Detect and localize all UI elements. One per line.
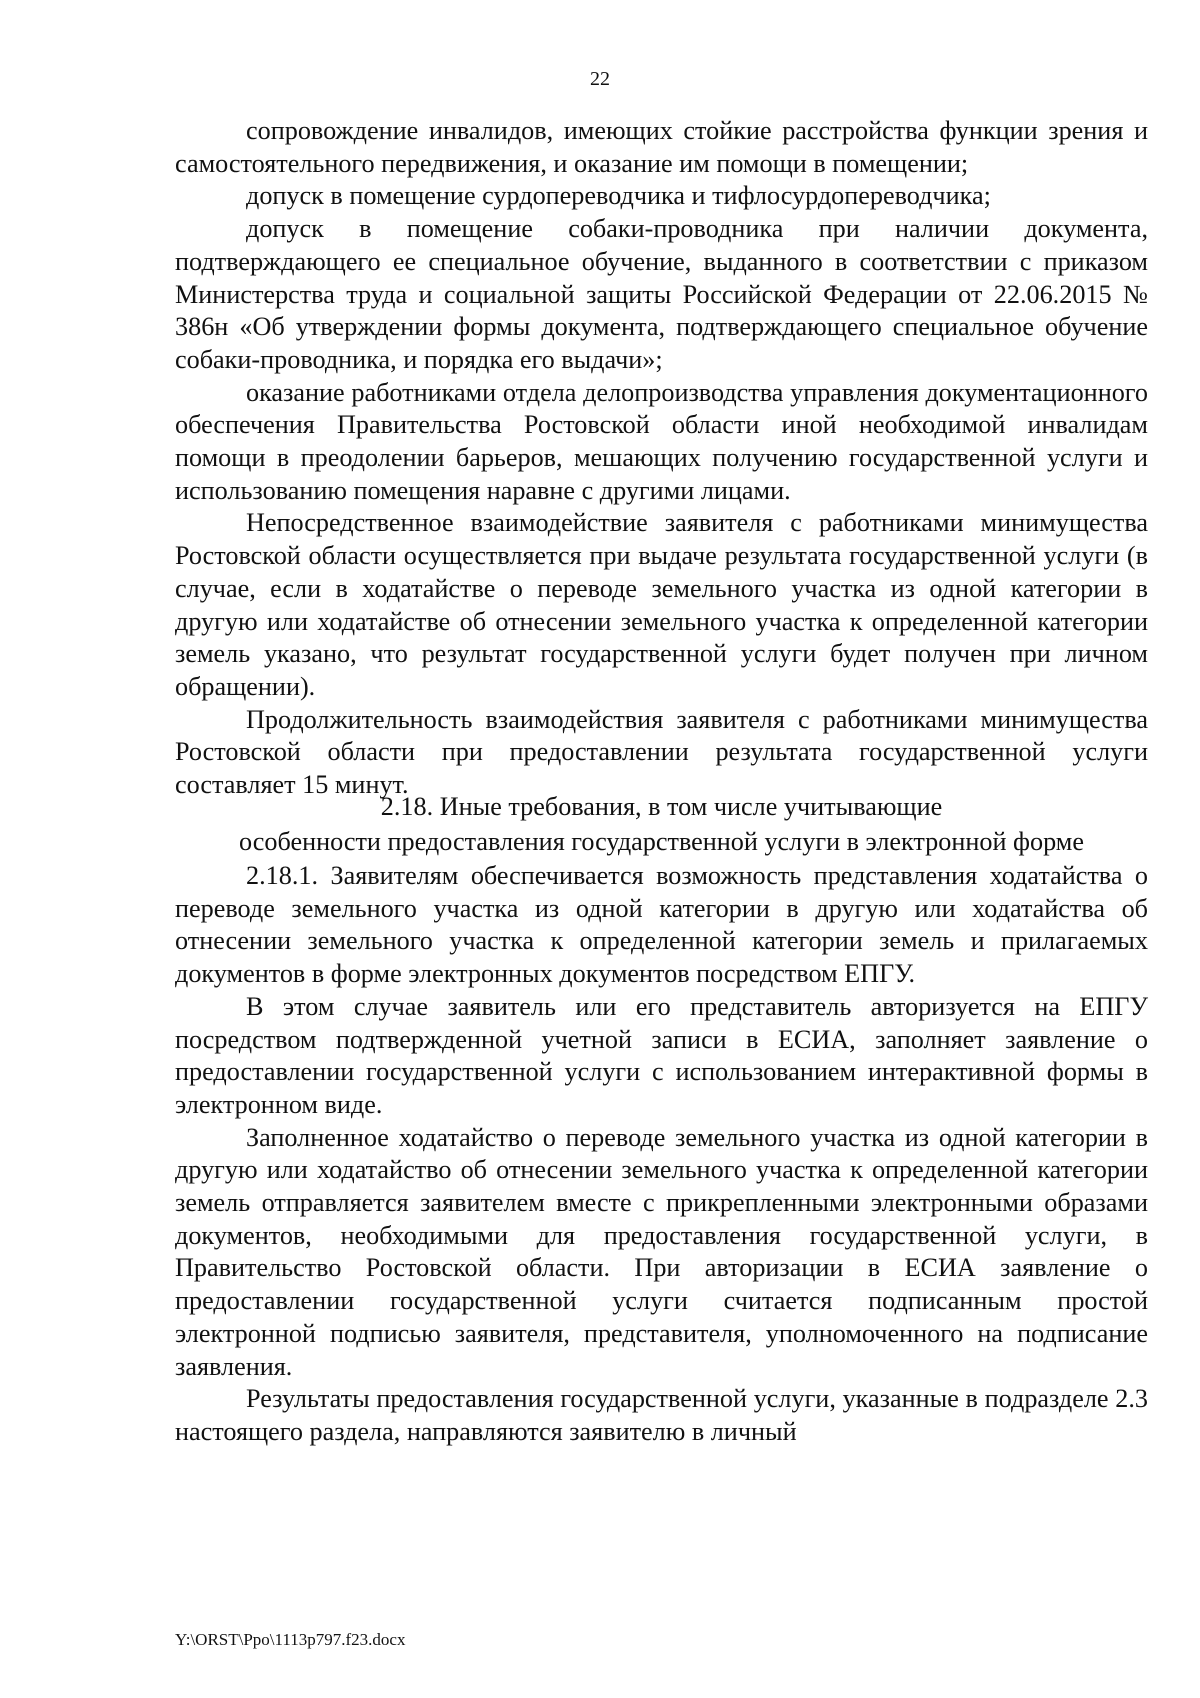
body-text-top — [175, 115, 1148, 802]
paragraph: В этом случае заявитель или его представитель авторизуется на ЕПГУ посредством подтвержденной учетной записи в ЕСИА, заполняет заявление о предоставлении государственной услуги с использованием интерактивной формы в электронном виде. — [175, 991, 1148, 1119]
section-heading — [175, 790, 1148, 859]
section-heading-line: 2.18. Иные требования, в том числе учитывающие — [380, 792, 943, 821]
paragraph: Непосредственное взаимодействие заявителя с работниками минимущества Ростовской области осуществляется при выдаче результата государственной услуги (в случае, если в ходатайстве о переводе земельного участка из одной категории в другую или ходатайстве об отнесении земельного участка к определенной категории земель указано, что результат государственной услуги будет получен при личном обращении). — [175, 508, 1148, 701]
paragraph: 2.18.1. Заявителям обеспечивается возможность представления ходатайства о переводе земельного участка из одной категории в другую или ходатайства об отнесении земельного участка к определенной категории земель и прилагаемых документов в форме электронных документов посредством ЕПГУ. — [175, 861, 1148, 989]
paragraph: Продолжительность взаимодействия заявителя с работниками минимущества Ростовской области при предоставлении результата государственной услуги составляет 15 минут. — [175, 704, 1148, 800]
section-heading-line: особенности предоставления государственной услуги в электронной форме — [239, 826, 1084, 856]
paragraph: Заполненное ходатайство о переводе земельного участка из одной категории в другую или ходатайство об отнесении земельного участка к определенной категории земель отправляется заявителем вместе с прикрепленными электронными образами документов, необходимыми для предоставления государственной услуги, в Правительство Ростовской области. При авторизации в ЕСИА заявление о предоставлении государственной услуги считается подписанным простой электронной подписью заявителя, представителя, уполномоченного на подписание заявления. — [175, 1122, 1148, 1381]
paragraph: допуск в помещение сурдопереводчика и тифлосурдопереводчика; — [246, 181, 991, 211]
footer-file-path: Y:\ORST\Ppo\1113p797.f23.docx — [175, 1630, 406, 1649]
body-text-bottom — [175, 860, 1148, 1449]
paragraph: сопровождение инвалидов, имеющих стойкие расстройства функции зрения и самостоятельного передвижения, и оказание им помощи в помещении; — [175, 116, 1148, 178]
paragraph: Результаты предоставления государственной услуги, указанные в подразделе 2.3 настоящего раздела, направляются заявителю в личный — [175, 1384, 1148, 1446]
paragraph: допуск в помещение собаки-проводника при наличии документа, подтверждающего ее специальное обучение, выданного в соответствии с приказом Министерства труда и социальной защиты Российской Федерации от 22.06.2015 № 386н «Об утверждении формы документа, подтверждающего специальное обучение собаки-проводника, и порядка его выдачи»; — [175, 214, 1148, 374]
paragraph: оказание работниками отдела делопроизводства управления документационного обеспечения Правительства Ростовской области иной необходимой инвалидам помощи в преодолении барьеров, мешающих получению государственной услуги и использованию помещения наравне с другими лицами. — [175, 377, 1148, 505]
page-number: 22 — [590, 68, 610, 90]
